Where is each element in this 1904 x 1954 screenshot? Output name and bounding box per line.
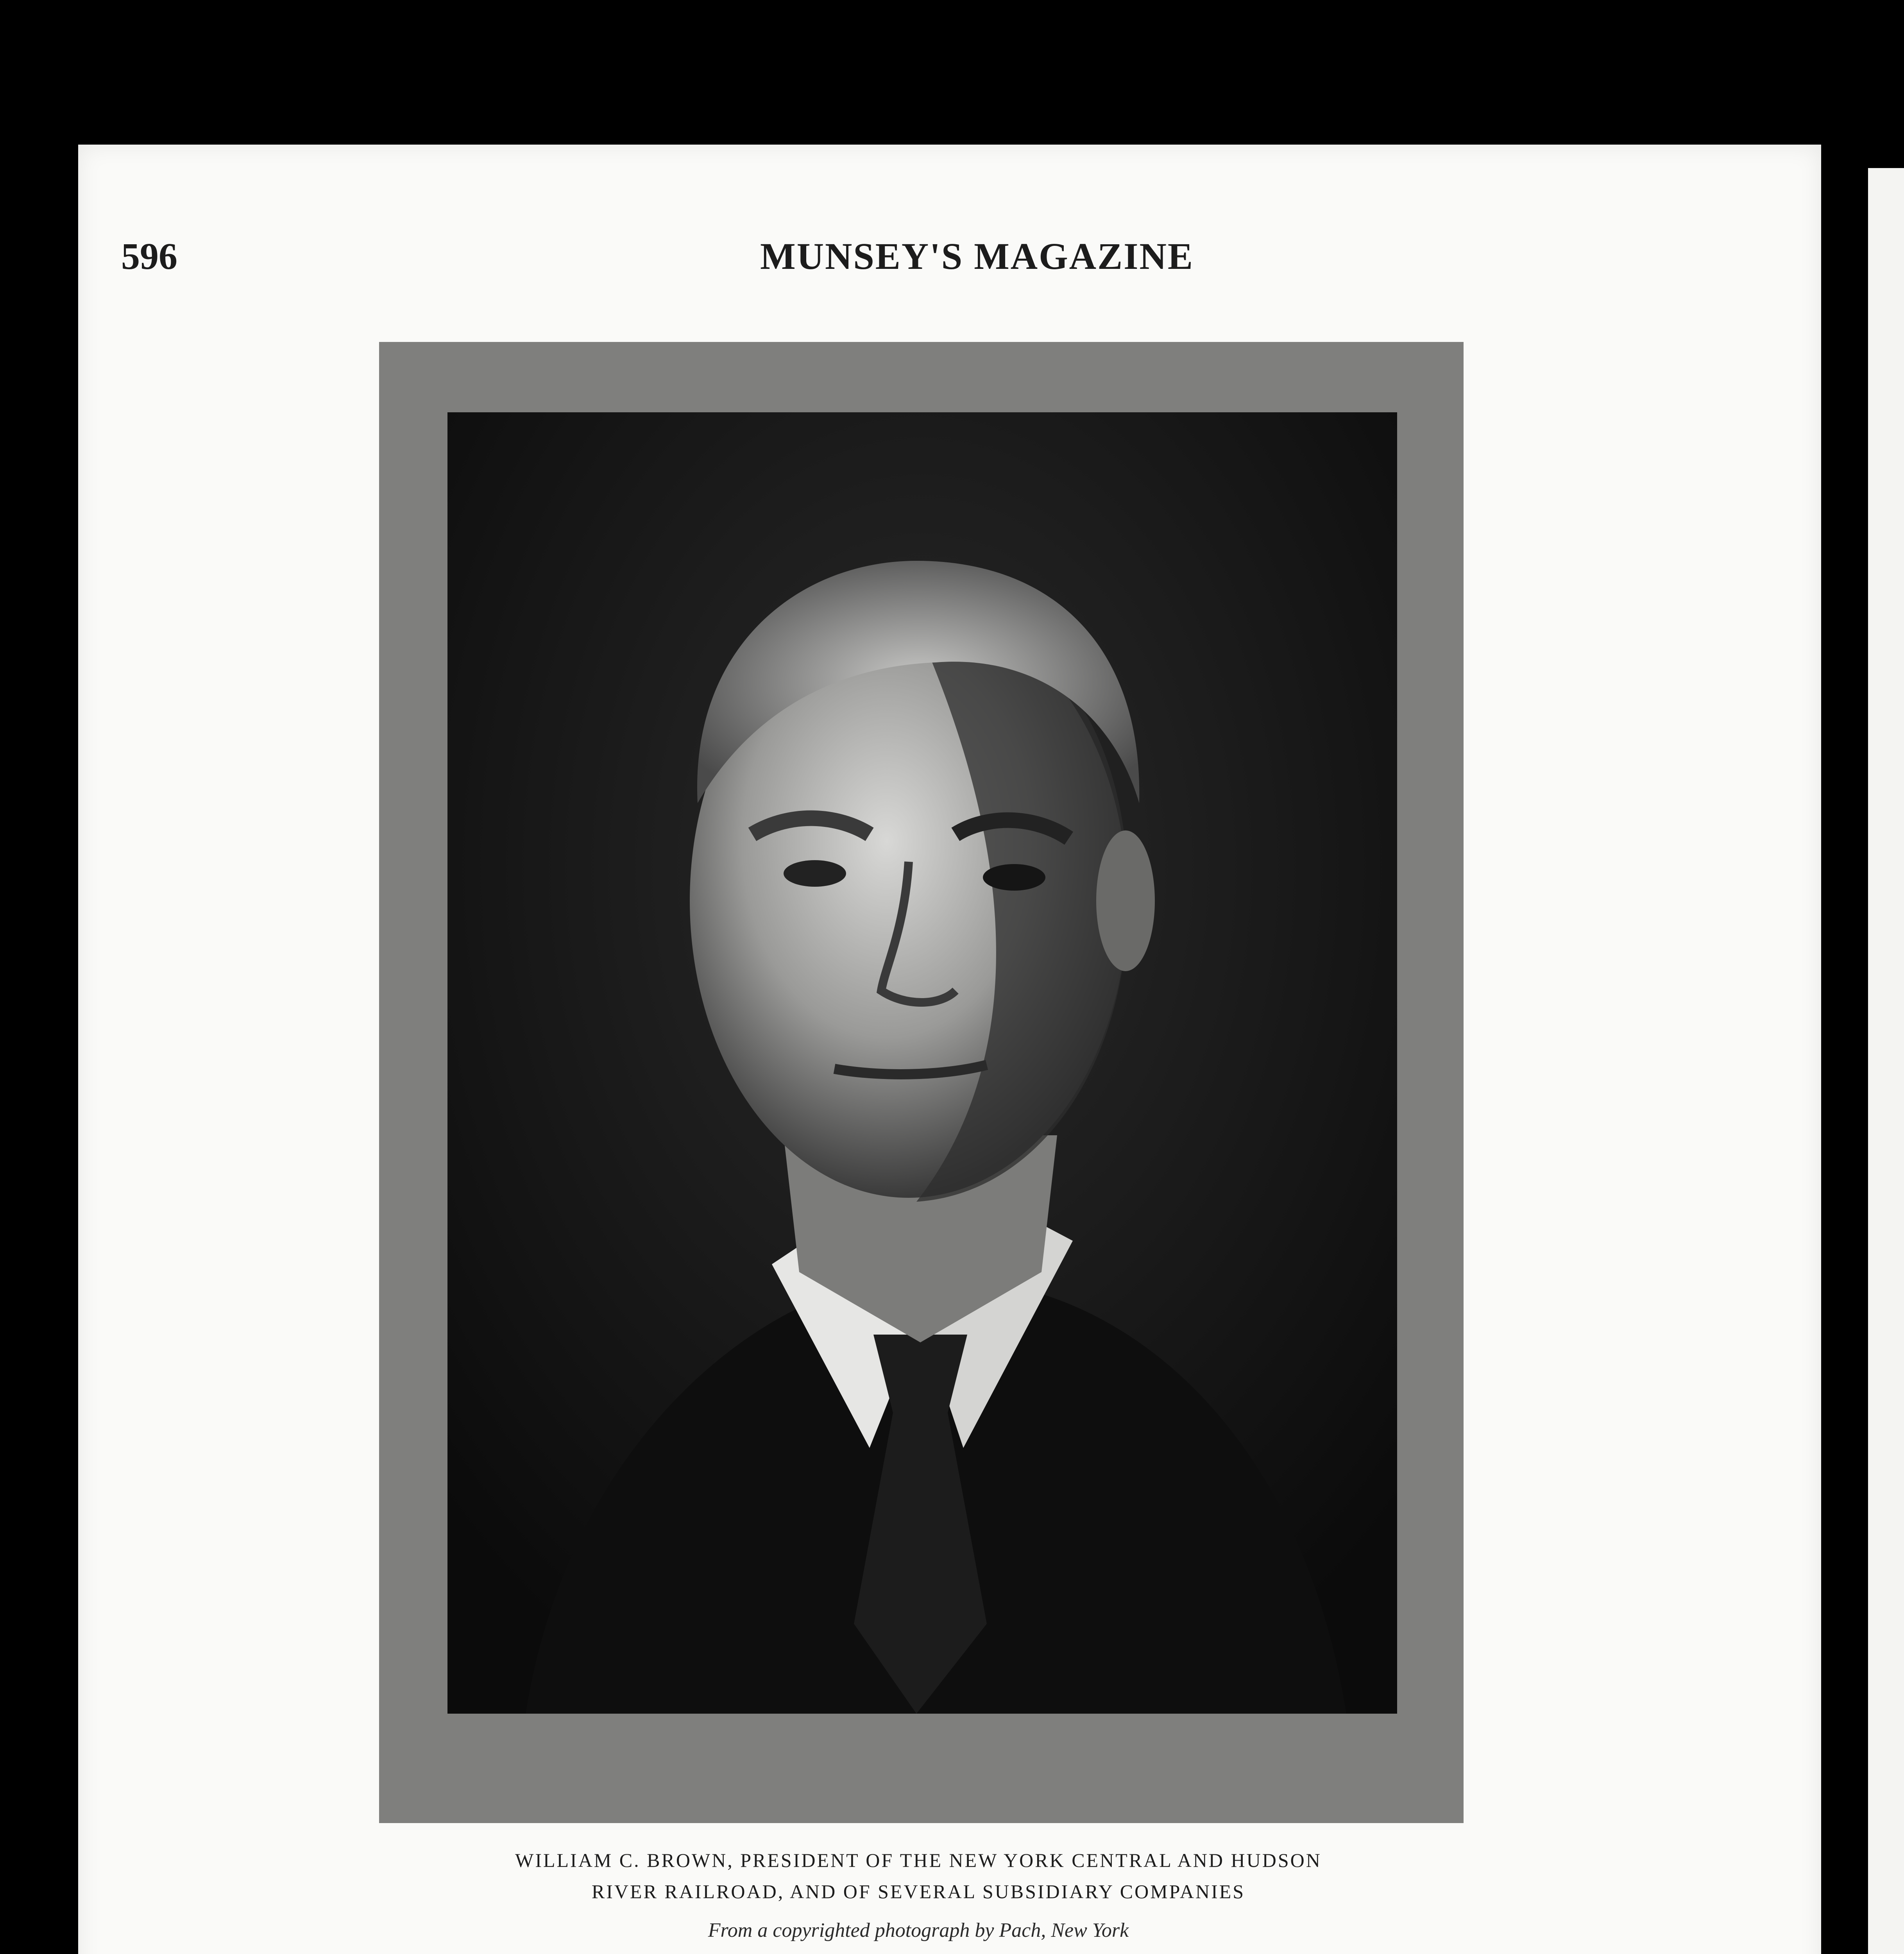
photo-mat: [379, 342, 1464, 1823]
caption-line-2: RIVER RAILROAD, AND OF SEVERAL SUBSIDIARY COMPANIES: [591, 1881, 1245, 1902]
portrait-illustration: [447, 412, 1397, 1714]
photo-credit: From a copyrighted photograph by Pach, New York: [708, 1919, 1129, 1941]
adjacent-page-edge: [1868, 168, 1904, 1954]
page-number: 596: [121, 235, 177, 277]
portrait-photo: [447, 412, 1397, 1714]
figure-caption: [352, 1845, 1485, 1907]
caption-line-1: WILLIAM C. BROWN, PRESIDENT OF THE NEW YORK CENTRAL AND HUDSON: [515, 1849, 1322, 1871]
running-head: MUNSEY'S MAGAZINE: [760, 235, 1194, 277]
